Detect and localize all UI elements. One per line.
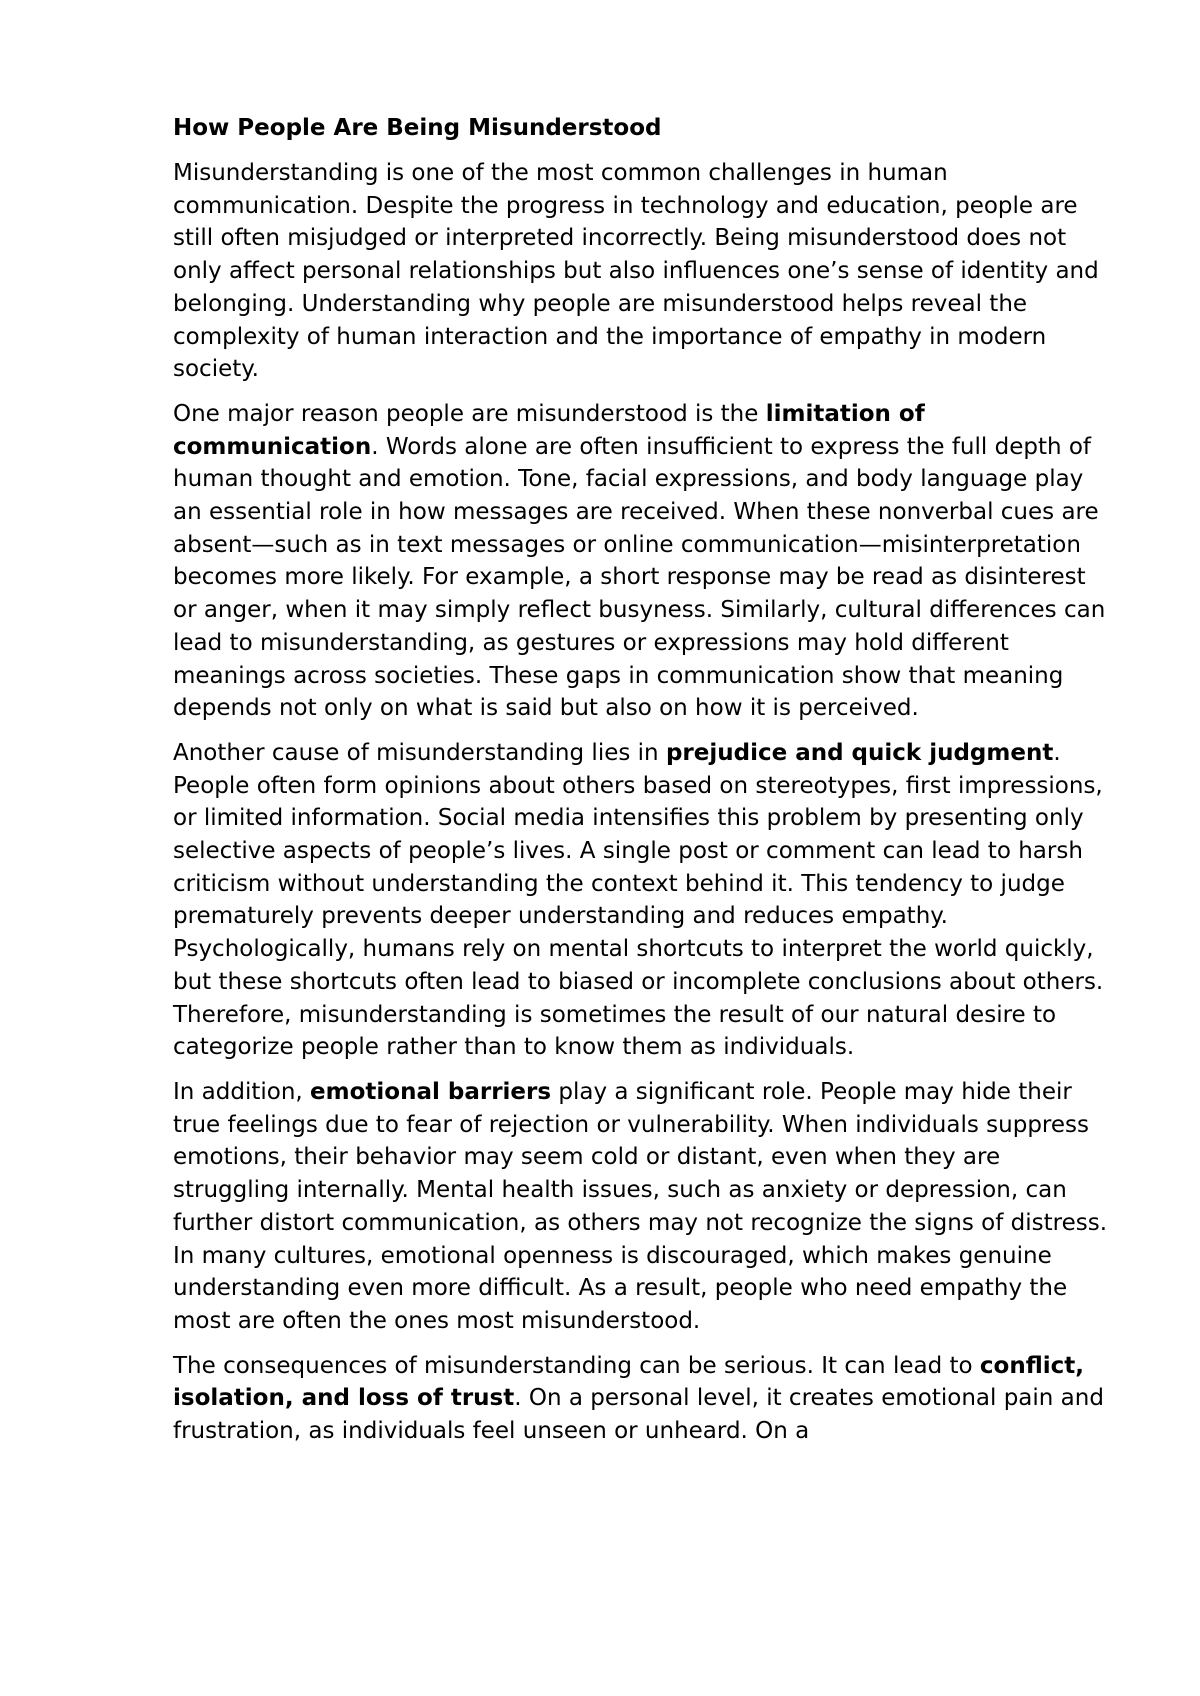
paragraph-prejudice (173, 737, 1113, 1064)
paragraph-text: Misunderstanding is one of the most common challenges in human communication. Despite the progress in technology and education, people are still often misjudged or interpreted incorrectly. Being misunderstood does not only affect personal relationships but also influences one’s sense of identity and belonging. Understanding why people are misunderstood helps reveal the complexity of human interaction and the importance of empathy in modern society. (173, 160, 1099, 383)
bold-phrase: emotional barriers (310, 1078, 552, 1105)
paragraph-consequences (173, 1350, 1113, 1448)
paragraph-text: play a significant role. People may hide their true feelings due to fear of rejection or vulnerability. When individuals suppress emotions, their behavior may seem cold or distant, even when they are struggling internally. Mental health issues, such as anxiety or depression, can further distort communication, as others may not recognize the signs of distress. In many cultures, emotional openness is discouraged, which makes genuine understanding even more difficult. As a result, people who need empathy the most are often the ones most misunderstood. (173, 1078, 1108, 1334)
paragraph-text: In addition, (173, 1078, 311, 1105)
paragraph-text: Another cause of misunderstanding lies in (173, 739, 666, 766)
bold-phrase: prejudice and quick judgment (665, 739, 1054, 766)
bold-phrase: conflict, isolation, and loss of trust (173, 1352, 1084, 1412)
paragraph-communication (173, 398, 1113, 725)
paragraph-text: The consequences of misunderstanding can be serious. It can lead to (173, 1352, 980, 1379)
paragraph-emotional (173, 1076, 1113, 1338)
bold-phrase: limitation of communication (173, 400, 925, 460)
document-title: How People Are Being Misunderstood (173, 115, 662, 141)
paragraph-text: . Words alone are often insufficient to express the full depth of human thought and emotion. Tone, facial expressions, and body language play an essential role in how messages are received. When these nonverbal cues are absent—such as in text messages or online communication—misinterpretation becomes more likely. For example, a short response may be read as disinterest or anger, when it may simply reflect busyness. Similarly, cultural differences can lead to misunderstanding, as gestures or expressions may hold different meanings across societies. These gaps in communication show that meaning depends not only on what is said but also on how it is perceived. (173, 433, 1106, 722)
paragraph-intro (173, 157, 1113, 386)
paragraph-text: . People often form opinions about others based on stereotypes, first impressions, or limited information. Social media intensifies this problem by presenting only selective aspects of people’s lives. A single post or comment can lead to harsh criticism without understanding the context behind it. This tendency to judge prematurely prevents deeper understanding and reduces empathy. Psychologically, humans rely on mental shortcuts to interpret the world quickly, but these shortcuts often lead to biased or incomplete conclusions about others. Therefore, misunderstanding is sometimes the result of our natural desire to categorize people rather than to know them as individuals. (173, 739, 1104, 1061)
paragraph-text: . On a personal level, it creates emotional pain and frustration, as individuals feel unseen or unheard. On a (173, 1385, 1104, 1445)
paragraph-text: One major reason people are misunderstood is the (173, 400, 766, 427)
